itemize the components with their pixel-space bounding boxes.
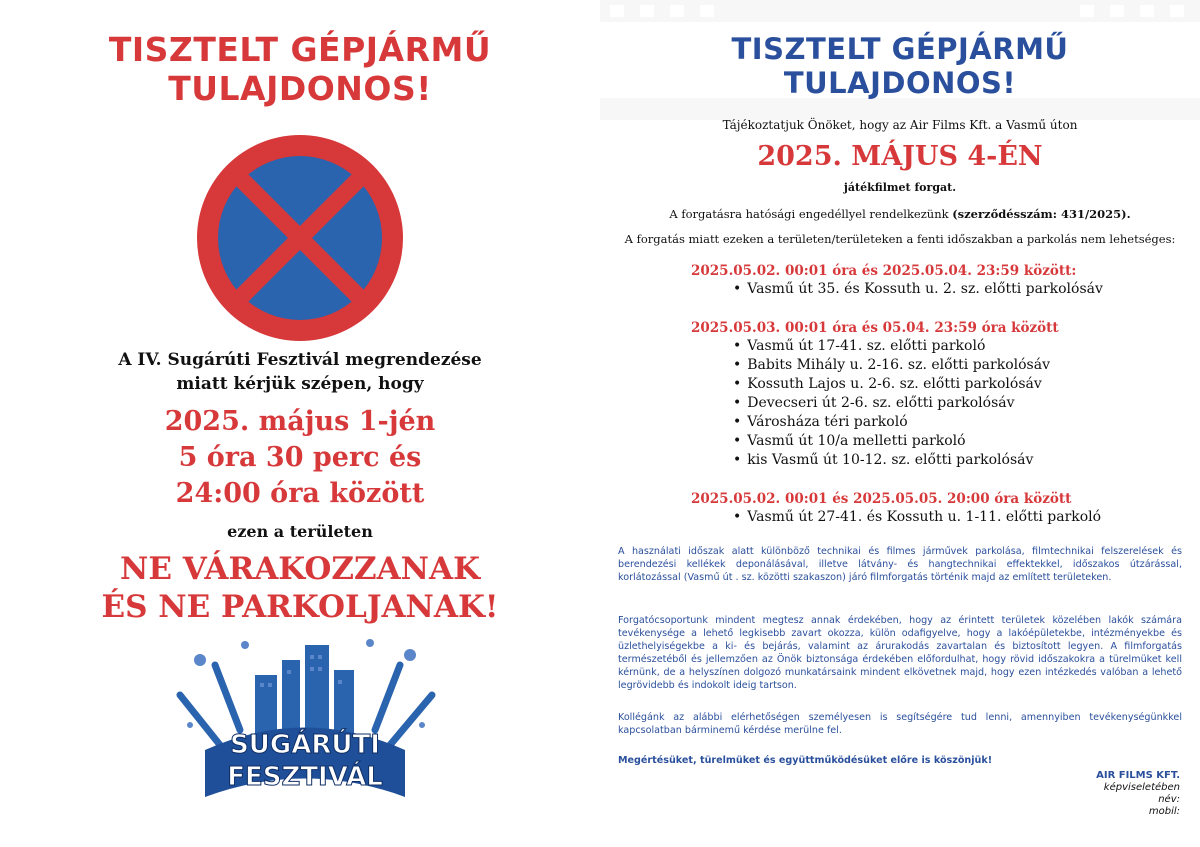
list-item: • Vasmű út 27-41. és Kossuth u. 1-11. előtti parkoló: [733, 508, 1171, 527]
filming-date: 2025. MÁJUS 4-ÉN: [757, 141, 1043, 172]
title-line: TISZTELT GÉPJÁRMŰ: [108, 30, 492, 69]
filming-notice-title: [600, 32, 1200, 100]
restriction-section: [691, 319, 1171, 470]
warning-line: NE VÁRAKOZZANAK: [119, 551, 481, 587]
title-line: TULAJDONOS!: [783, 66, 1017, 100]
list-item: • Vasmű út 35. és Kossuth u. 2. sz. előtti parkolósáv: [733, 280, 1171, 299]
date-line: 2025. május 1-jén: [164, 406, 436, 437]
section-heading: 2025.05.02. 00:01 óra és 2025.05.04. 23:59 között:: [691, 263, 1077, 279]
info-paragraph: Forgatócsoportunk mindent megtesz annak érdekében, hogy az érintett területek közelében lakók számára tevékenysége a lehető legkisebb zavart okozza, külön odafigyelve, hogy a lakóépületekbe, intézményekbe és üzlethelyiségekbe a ki- és bejárás, valamint az árurakodás zavartalan és biztosított legyen. A filmforgatás természetéből és jellemzően az Önök biztonsága érdekében előfordulhat, hogy rövid időszakokra a türelmüket kell kérnünk, de a helyszínen dolgozó munkatársaink mindent elkövetnek majd, hogy ezen intézkedés valóban a lehető legrövidebb és indokolt ideig tartson.: [618, 615, 1182, 691]
list-item: • Városháza téri parkoló: [733, 413, 1171, 432]
subtitle-line: miatt kérjük szépen, hogy: [176, 374, 424, 394]
parking-note: A forgatás miatt ezeken a területen/területeken a fenti időszakban a parkolás nem lehetséges:: [624, 232, 1176, 246]
festival-logo: [160, 625, 450, 805]
section-heading: 2025.05.02. 00:01 és 2025.05.05. 20:00 óra között: [691, 491, 1072, 507]
festival-area: ezen a területen: [227, 522, 373, 541]
contact-mobile: mobil:: [1148, 806, 1180, 817]
list-item: • Devecseri út 2-6. sz. előtti parkolósáv: [733, 394, 1171, 413]
no-parking-sign-icon: [190, 133, 410, 343]
logo-text: SUGÁRÚTI: [230, 730, 380, 760]
contact-name: név:: [1158, 794, 1180, 805]
restriction-section: [691, 262, 1171, 299]
title-line: TULAJDONOS!: [168, 69, 432, 108]
date-line: 24:00 óra között: [175, 478, 425, 509]
logo-text: FESZTIVÁL: [227, 762, 383, 792]
thanks-text: Megértésüket, türelmüket és együttműködésüket előre is köszönjük!: [618, 755, 993, 766]
permit-text: [600, 207, 1200, 221]
no-parking-warning: [0, 550, 600, 626]
company-name: AIR FILMS KFT.: [1096, 770, 1180, 781]
section-heading: 2025.05.03. 00:01 óra és 05.04. 23:59 óra között: [691, 320, 1059, 336]
festival-subtitle: [0, 348, 600, 396]
intro-text: Tájékoztatjuk Önöket, hogy az Air Films Kft. a Vasmű úton: [722, 118, 1078, 132]
subtitle-line: A IV. Sugárúti Fesztivál megrendezése: [118, 350, 482, 370]
festival-notice-title: [0, 30, 600, 108]
location-list: [691, 280, 1171, 299]
info-paragraph: A használati időszak alatt különböző technikai és filmes járművek parkolása, filmtechnikai felszerelések és berendezési kellékek deponálásával, illetve látvány- és hangtechnikai effektekkel, időszakos útzárással, korlátozással (Vasmű út . sz. közötti szakaszon) járó filmforgatás történik majd az említett területeken.: [618, 546, 1182, 583]
film-text: játékfilmet forgat.: [843, 181, 957, 194]
permit-label: A forgatásra hatósági engedéllyel rendelkezünk: [669, 207, 953, 221]
list-item: • kis Vasmű út 10-12. sz. előtti parkolósáv: [733, 451, 1171, 470]
info-paragraph: Kollégánk az alábbi elérhetőségen személyesen is segítségére tud lenni, amennyiben tevékenységünkkel kapcsolatban bárminemű kérdése merülne fel.: [618, 712, 1182, 736]
warning-line: ÉS NE PARKOLJANAK!: [101, 589, 499, 625]
contract-number: (szerződésszám: 431/2025).: [952, 207, 1131, 221]
location-list: [691, 337, 1171, 470]
representative-label: képviseletében: [1103, 782, 1180, 793]
list-item: • Babits Mihály u. 2-16. sz. előtti parkolósáv: [733, 356, 1171, 375]
list-item: • Vasmű út 17-41. sz. előtti parkoló: [733, 337, 1171, 356]
date-line: 5 óra 30 perc és: [178, 442, 422, 473]
filming-notice: [600, 0, 1200, 847]
list-item: • Vasmű út 10/a melletti parkoló: [733, 432, 1171, 451]
festival-date: [0, 404, 600, 512]
list-item: • Kossuth Lajos u. 2-6. sz. előtti parkolósáv: [733, 375, 1171, 394]
signature-block: [1096, 770, 1180, 818]
restriction-section: [691, 490, 1171, 527]
title-line: TISZTELT GÉPJÁRMŰ: [731, 32, 1069, 66]
location-list: [691, 508, 1171, 527]
